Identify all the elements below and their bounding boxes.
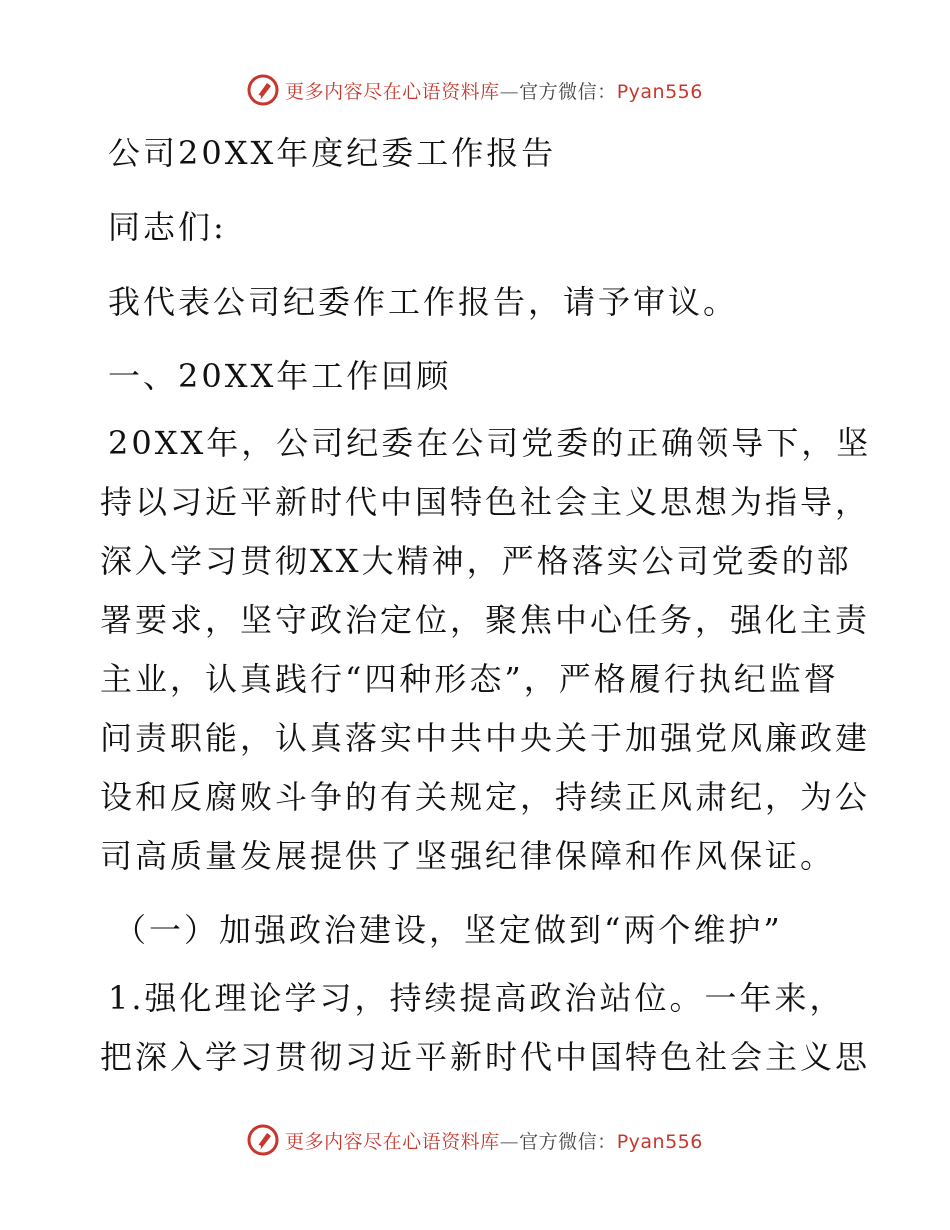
paragraph-line: 深入学习贯彻XX大精神，严格落实公司党委的部	[100, 542, 852, 580]
paragraph-line: 司高质量发展提供了坚强纪律保障和作风保证。	[100, 837, 836, 875]
banner-dash: —	[499, 80, 520, 103]
document-title: 公司20XX年度纪委工作报告	[108, 134, 557, 172]
wechat-id: Pyan556	[616, 1130, 703, 1153]
point-paragraph	[100, 969, 870, 1087]
wechat-id: Pyan556	[616, 80, 703, 103]
library-text: 更多内容尽在心语资料库	[285, 80, 500, 103]
library-text: 更多内容尽在心语资料库	[285, 1130, 500, 1153]
section-heading: 一、20XX年工作回顾	[108, 357, 452, 395]
paragraph-line: 问责职能，认真落实中共中央关于加强党风廉政建	[100, 719, 871, 757]
intro-paragraph: 我代表公司纪委作工作报告，请予审议。	[108, 283, 739, 321]
subsection-heading: （一）加强政治建设，坚定做到“两个维护”	[114, 911, 783, 949]
wechat-label: 官方微信：	[519, 1130, 617, 1153]
paragraph-review	[100, 414, 871, 886]
banner-dash: —	[499, 1130, 520, 1153]
paragraph-line: 20XX年，公司纪委在公司党委的正确领导下，坚	[108, 424, 872, 462]
paragraph-line: 主业，认真践行“四种形态”，严格履行执纪监督	[100, 660, 839, 698]
footer-banner	[0, 1120, 950, 1160]
paragraph-line: 设和反腐败斗争的有关规定，持续正风肃纪，为公	[100, 778, 871, 816]
pen-nib-circle-icon	[247, 1124, 279, 1156]
banner-text	[285, 77, 703, 104]
banner-text	[285, 1127, 703, 1154]
header-banner	[0, 70, 950, 110]
paragraph-line: 1.强化理论学习，持续提高政治站位。一年来，	[108, 979, 845, 1017]
wechat-label: 官方微信：	[519, 80, 617, 103]
paragraph-line: 署要求，坚守政治定位，聚焦中心任务，强化主责	[100, 601, 871, 639]
salutation: 同志们:	[108, 208, 227, 246]
paragraph-line: 把深入学习贯彻习近平新时代中国特色社会主义思	[100, 1038, 871, 1076]
paragraph-line: 持以习近平新时代中国特色社会主义思想为指导，	[100, 483, 871, 521]
pen-nib-circle-icon	[247, 74, 279, 106]
